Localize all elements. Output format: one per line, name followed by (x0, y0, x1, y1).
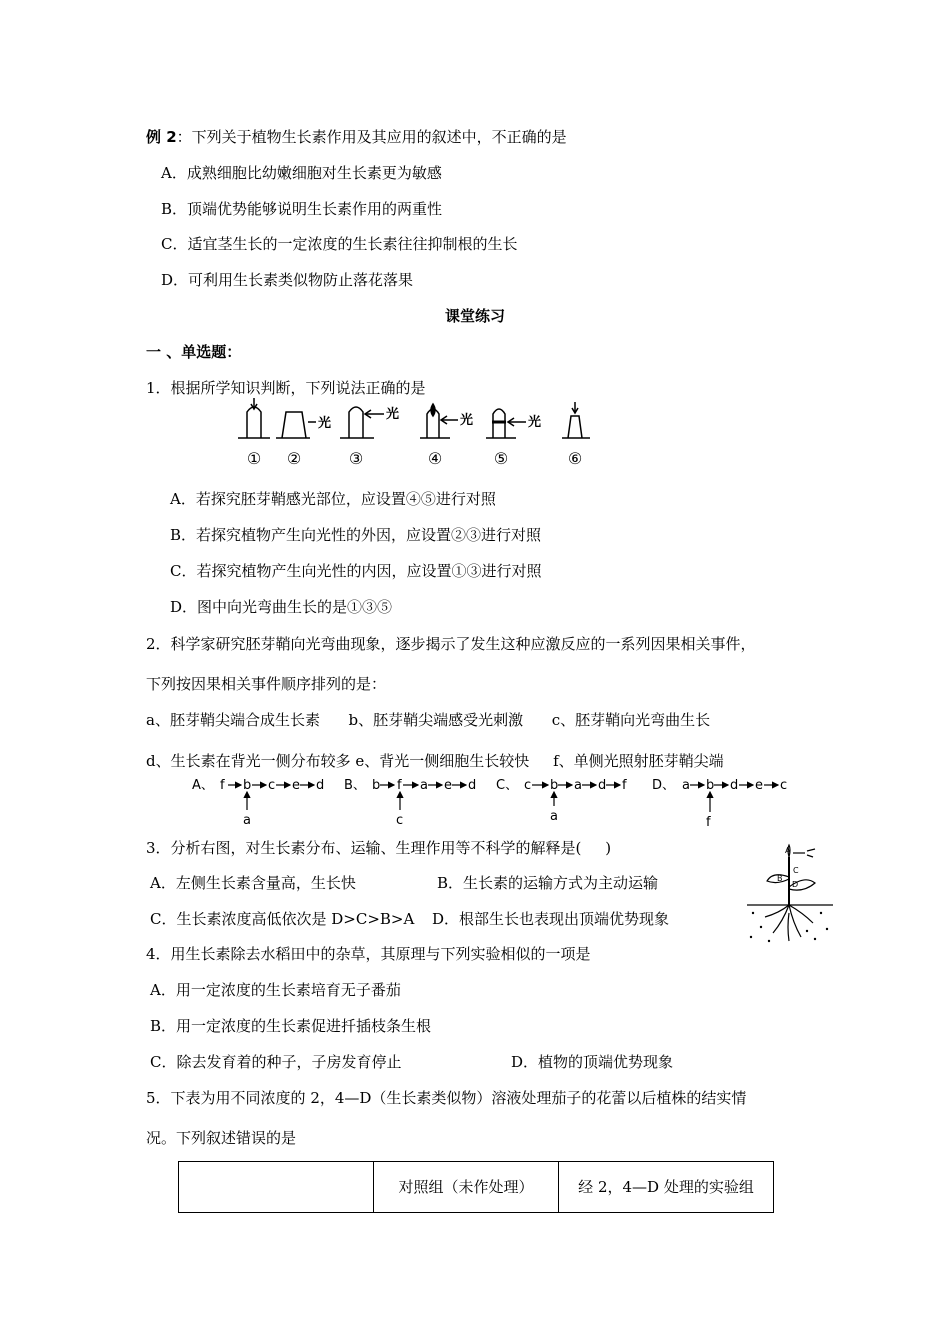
q3-label-d: D (792, 880, 799, 889)
q3-stem: 3．分析右图，对生长素分布、运输、生理作用等不科学的解释是( ) (146, 839, 612, 857)
q2-choice-b-label: B、 (344, 778, 366, 793)
q2-choice-b-n2: a (420, 778, 428, 793)
q2-choice-a-n1: b (243, 778, 252, 793)
example2-option-a: A．成熟细胞比幼嫩细胞对生长素更为敏感 (161, 164, 442, 182)
q2-choice-d-n1: b (706, 778, 715, 793)
q2-choice-b-n4: d (468, 778, 477, 793)
q2-stem-line1: 2．科学家研究胚芽鞘向光弯曲现象，逐步揭示了发生这种应激反应的一系列因果相关事件， (146, 635, 756, 653)
q2-choice-c-sub: a (550, 809, 558, 824)
q1-coleoptile-figure (230, 398, 600, 478)
q5-stem-line2: 况。下列叙述错误的是 (146, 1129, 297, 1147)
example2-option-b: B．顶端优势能够说明生长素作用的两重性 (161, 200, 443, 218)
q3-label-c: C (793, 866, 799, 875)
q2-choice-d-n2: d (730, 778, 739, 793)
q1-option-a: A．若探究胚芽鞘感光部位，应设置④⑤进行对照 (170, 490, 496, 508)
q5-stem-line1: 5．下表为用不同浓度的 2，4—D（生长素类似物）溶液处理茄子的花蕾以后植株的结实情 (146, 1089, 747, 1107)
q1-option-d: D．图中向光弯曲生长的是①③⑤ (170, 598, 393, 616)
q2-choice-a-label: A、 (192, 778, 214, 793)
q5-results-table (178, 1161, 774, 1213)
q1-num-5: ⑤ (493, 449, 509, 468)
q2-choice-d-n0: a (682, 778, 690, 793)
q2-choice-b-n1: f (397, 778, 402, 793)
q4-option-d: D．植物的顶端优势现象 (511, 1053, 674, 1071)
q1-num-2: ② (286, 449, 302, 468)
section-title: 课堂练习 (444, 307, 505, 325)
q2-choice-c-n2: a (574, 778, 582, 793)
q1-num-1: ① (246, 449, 262, 468)
q1-num-6: ⑥ (567, 449, 583, 468)
q2-choices-figure (190, 772, 800, 828)
q2-events-line1: a、胚芽鞘尖端合成生长素 b、胚芽鞘尖端感受光刺激 c、胚芽鞘向光弯曲生长 (146, 711, 711, 729)
example2-option-d: D．可利用生长素类似物防止落花落果 (161, 271, 414, 289)
q2-choice-c-label: C、 (496, 778, 519, 793)
q2-choice-a-sub: a (243, 813, 251, 828)
table-header-control: 对照组（未作处理） (374, 1162, 559, 1213)
q4-stem: 4．用生长素除去水稻田中的杂草，其原理与下列实验相似的一项是 (146, 945, 591, 963)
q2-choice-a-n3: e (292, 778, 300, 793)
q3-option-d: D．根部生长也表现出顶端优势现象 (432, 910, 670, 928)
q2-choice-d-sub: f (706, 815, 711, 828)
q4-option-c: C．除去发育着的种子，子房发育停止 (150, 1053, 402, 1071)
q3-label-a: A (785, 846, 791, 855)
part-heading: 一 、单选题： (146, 343, 242, 361)
q2-events-line2: d、生长素在背光一侧分布较多 e、背光一侧细胞生长较快 f、单侧光照射胚芽鞘尖端 (146, 752, 724, 770)
q3-plant-figure (743, 843, 835, 945)
q3-option-b: B．生长素的运输方式为主动运输 (437, 874, 659, 892)
q2-choice-a-n4: d (316, 778, 325, 793)
q4-option-b: B．用一定浓度的生长素促进扦插枝条生根 (150, 1017, 432, 1035)
example2-stem: 例 2：下列关于植物生长素作用及其应用的叙述中，不正确的是 (146, 128, 567, 146)
q2-choice-c-n1: b (550, 778, 559, 793)
table-header-blank (179, 1162, 374, 1213)
q1-option-c: C．若探究植物产生向光性的内因，应设置①③进行对照 (170, 562, 542, 580)
example2-option-c: C．适宜茎生长的一定浓度的生长素往往抑制根的生长 (161, 235, 518, 253)
example2-label: 例 2 (146, 128, 177, 146)
q2-choice-a-n0: f (220, 778, 225, 793)
q2-choice-b-sub: c (396, 813, 404, 828)
q2-choice-a-n2: c (268, 778, 276, 793)
q1-stem: 1．根据所学知识判断，下列说法正确的是 (146, 379, 426, 397)
q1-option-b: B．若探究植物产生向光性的外因，应设置②③进行对照 (170, 526, 542, 544)
q4-option-a: A．用一定浓度的生长素培育无子番茄 (150, 981, 401, 999)
q3-option-a: A．左侧生长素含量高，生长快 (150, 874, 356, 892)
q2-choice-d-n4: c (780, 778, 788, 793)
q2-choice-d-label: D、 (652, 778, 676, 793)
table-header-treated: 经 2，4—D 处理的实验组 (559, 1162, 774, 1213)
q2-choice-c-n0: c (524, 778, 532, 793)
q1-light-label-3: 光 (386, 407, 400, 422)
q2-choice-b-n3: e (444, 778, 452, 793)
q1-light-label-5: 光 (528, 415, 542, 430)
q3-label-b: B (777, 874, 783, 883)
table-row (179, 1162, 774, 1213)
q1-num-3: ③ (348, 449, 364, 468)
q3-option-c: C．生长素浓度高低依次是 D>C>B>A (150, 910, 415, 928)
q2-choice-c-n3: d (598, 778, 607, 793)
q1-light-label-4: 光 (460, 413, 474, 428)
q1-num-4: ④ (427, 449, 443, 468)
q2-stem-line2: 下列按因果相关事件顺序排列的是： (146, 675, 387, 693)
q2-choice-d-n3: e (755, 778, 763, 793)
q2-choice-b-n0: b (372, 778, 381, 793)
q1-light-label-2: 光 (318, 416, 332, 431)
q2-choice-c-n4: f (622, 778, 627, 793)
